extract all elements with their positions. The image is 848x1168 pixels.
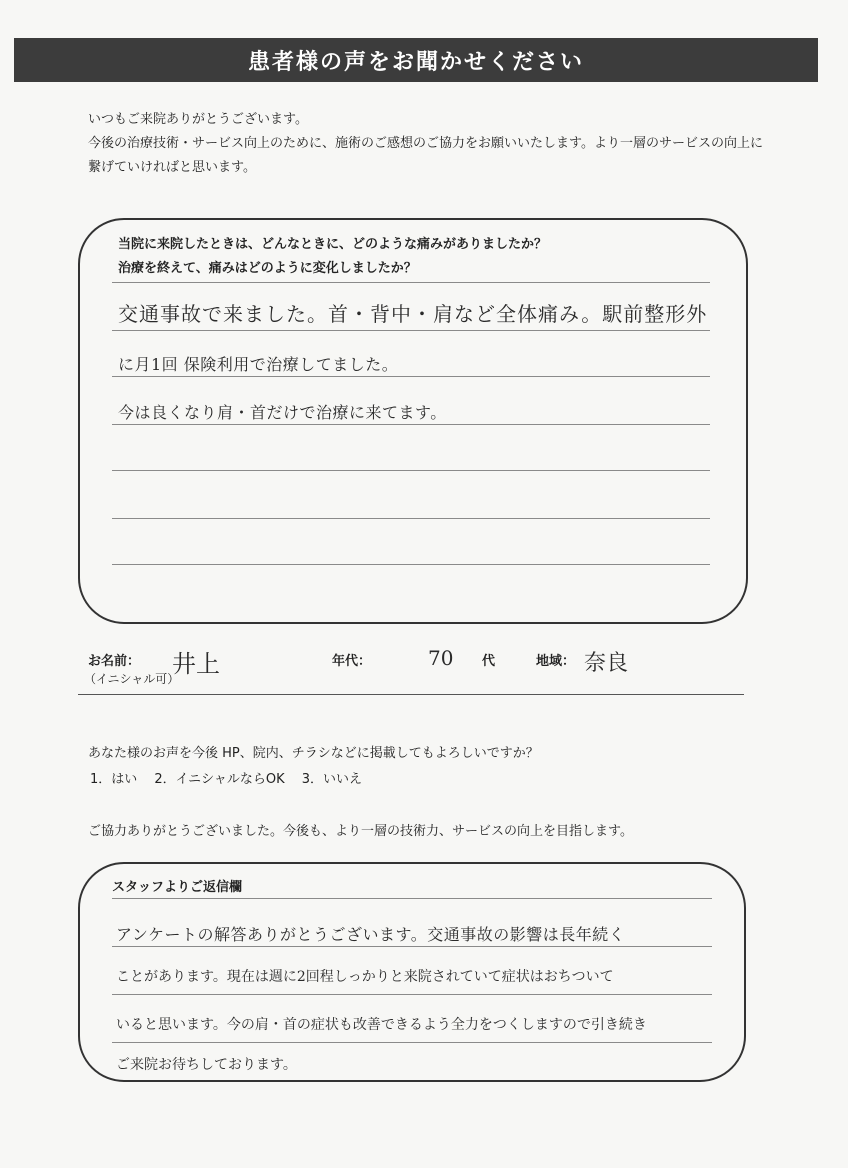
- age-value: 70: [428, 646, 454, 670]
- survey-question-2: 治療を終えて、痛みはどのように変化しましたか？: [118, 261, 417, 276]
- profile-divider: [78, 694, 744, 695]
- handwritten-answer-line: に月1回 保険利用で治療してました。: [118, 355, 399, 374]
- handwritten-reply-line: アンケートの解答ありがとうございます。交通事故の影響は長年続く: [116, 925, 626, 944]
- region-value: 奈良: [584, 651, 629, 676]
- consent-question: あなた様のお声を今後 HP、院内、チラシなどに掲載してもよろしいですか？: [88, 746, 539, 761]
- handwritten-answer-line: 今は良くなり肩・首だけで治療に来てます。: [118, 403, 447, 422]
- thanks-message: ご協力ありがとうございました。今後も、より一層の技術力、サービスの向上を目指します。: [88, 824, 633, 839]
- staff-reply-heading: スタッフよりご返信欄: [112, 880, 243, 895]
- consent-options: 1．はい 2．イニシャルならOK 3．いいえ: [90, 772, 363, 787]
- name-sub-label: （イニシャル可）: [84, 672, 180, 686]
- age-unit: 代: [482, 654, 496, 669]
- writing-line: [112, 564, 710, 565]
- intro-text: [88, 108, 763, 180]
- handwritten-reply-line: いると思います。今の肩・首の症状も改善できるよう全力をつくしますので引き続き: [116, 1017, 647, 1033]
- intro-line: 今後の治療技術・サービス向上のために、施術のご感想のご協力をお願いいたします。より一層のサービスの向上に: [88, 136, 763, 151]
- writing-line: [112, 946, 712, 947]
- writing-line: [112, 1042, 712, 1043]
- name-label: お名前：: [88, 654, 141, 669]
- name-value: 井上: [172, 650, 220, 678]
- page-title: 患者様の声をお聞かせください: [14, 38, 818, 82]
- writing-line: [112, 470, 710, 471]
- handwritten-answer-line: 交通事故で来ました。首・背中・肩など全体痛み。駅前整形外: [118, 302, 708, 326]
- intro-line: 繋げていければと思います。: [88, 160, 256, 175]
- handwritten-reply-line: ことがあります。現在は週に2回程しっかりと来院されていて症状はおちついて: [116, 969, 614, 985]
- writing-line: [112, 282, 710, 283]
- writing-line: [112, 330, 710, 331]
- writing-line: [112, 424, 710, 425]
- survey-question-1: 当院に来院したときは、どんなときに、どのような痛みがありましたか？: [118, 237, 548, 252]
- handwritten-reply-line: ご来院お待ちしております。: [116, 1057, 297, 1073]
- intro-line: いつもご来院ありがとうございます。: [88, 112, 308, 127]
- writing-line: [112, 994, 712, 995]
- region-label: 地域：: [536, 654, 576, 669]
- writing-line: [112, 376, 710, 377]
- age-label: 年代：: [332, 654, 372, 669]
- writing-line: [112, 518, 710, 519]
- writing-line: [112, 898, 712, 899]
